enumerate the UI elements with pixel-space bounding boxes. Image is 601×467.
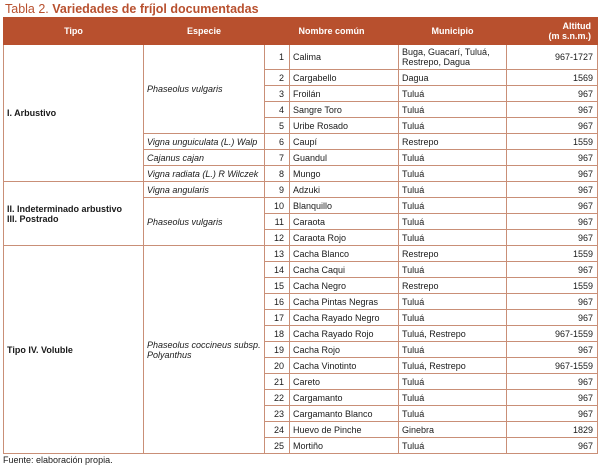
nombre-cell: Careto <box>290 374 399 390</box>
especie-cell: Vigna unguiculata (L.) Walp <box>144 134 265 150</box>
municipio-cell: Buga, Guacarí, Tuluá, Restrepo, Dagua <box>399 45 507 70</box>
row-number: 17 <box>265 310 290 326</box>
municipio-cell: Tuluá <box>399 230 507 246</box>
especie-cell: Phaseolus vulgaris <box>144 198 265 246</box>
municipio-cell: Tuluá <box>399 150 507 166</box>
nombre-cell: Cacha Caqui <box>290 262 399 278</box>
nombre-cell: Cacha Rayado Negro <box>290 310 399 326</box>
tipo-postrado: III. Postrado <box>7 213 59 224</box>
row-number: 21 <box>265 374 290 390</box>
row-number: 12 <box>265 230 290 246</box>
altitud-cell: 967 <box>507 310 598 326</box>
municipio-cell: Dagua <box>399 70 507 86</box>
row-number: 23 <box>265 406 290 422</box>
row-number: 15 <box>265 278 290 294</box>
row-number: 13 <box>265 246 290 262</box>
municipio-cell: Ginebra <box>399 422 507 438</box>
nombre-cell: Sangre Toro <box>290 102 399 118</box>
nombre-cell: Blanquillo <box>290 198 399 214</box>
municipio-cell: Tuluá <box>399 118 507 134</box>
altitud-cell: 967 <box>507 390 598 406</box>
row-number: 7 <box>265 150 290 166</box>
row-number: 22 <box>265 390 290 406</box>
municipio-cell: Tuluá <box>399 438 507 454</box>
municipio-cell: Tuluá <box>399 342 507 358</box>
nombre-cell: Mungo <box>290 166 399 182</box>
altitud-cell: 967 <box>507 102 598 118</box>
row-number: 3 <box>265 86 290 102</box>
altitud-cell: 1829 <box>507 422 598 438</box>
municipio-cell: Tuluá <box>399 214 507 230</box>
row-number: 5 <box>265 118 290 134</box>
table-row <box>4 182 598 198</box>
header-altitud-line1: Altitud <box>562 21 592 31</box>
nombre-cell: Cargamanto <box>290 390 399 406</box>
table-title-prefix: Tabla 2. <box>5 2 53 16</box>
row-number: 8 <box>265 166 290 182</box>
nombre-cell: Cacha Rayado Rojo <box>290 326 399 342</box>
municipio-cell: Tuluá, Restrepo <box>399 358 507 374</box>
altitud-cell: 967-1559 <box>507 358 598 374</box>
nombre-cell: Cacha Vinotinto <box>290 358 399 374</box>
altitud-cell: 967 <box>507 118 598 134</box>
nombre-cell: Cacha Blanco <box>290 246 399 262</box>
altitud-cell: 1559 <box>507 134 598 150</box>
municipio-cell: Tuluá <box>399 310 507 326</box>
row-number: 11 <box>265 214 290 230</box>
municipio-cell: Tuluá <box>399 406 507 422</box>
municipio-cell: Tuluá <box>399 182 507 198</box>
altitud-cell: 967 <box>507 182 598 198</box>
altitud-cell: 967 <box>507 198 598 214</box>
especie-cell <box>144 246 265 454</box>
header-municipio: Municipio <box>399 18 507 45</box>
nombre-cell: Cargabello <box>290 70 399 86</box>
nombre-cell: Uribe Rosado <box>290 118 399 134</box>
altitud-cell: 967 <box>507 214 598 230</box>
row-number: 6 <box>265 134 290 150</box>
header-altitud <box>507 18 598 45</box>
altitud-cell: 967 <box>507 86 598 102</box>
altitud-cell: 967 <box>507 294 598 310</box>
especie-cell: Cajanus cajan <box>144 150 265 166</box>
table-title <box>5 2 259 16</box>
especie-coccineus-line2: Polyanthus <box>147 349 192 360</box>
row-number: 10 <box>265 198 290 214</box>
nombre-cell: Mortiño <box>290 438 399 454</box>
altitud-cell: 967-1559 <box>507 326 598 342</box>
row-number: 14 <box>265 262 290 278</box>
nombre-cell: Cacha Rojo <box>290 342 399 358</box>
municipio-cell: Tuluá <box>399 390 507 406</box>
municipio-cell: Tuluá <box>399 374 507 390</box>
row-number: 9 <box>265 182 290 198</box>
header-especie: Especie <box>144 18 265 45</box>
table-title-main: Variedades de fríjol documentadas <box>52 2 259 16</box>
row-number: 16 <box>265 294 290 310</box>
altitud-cell: 967 <box>507 342 598 358</box>
nombre-cell: Cacha Pintas Negras <box>290 294 399 310</box>
especie-cell: Vigna angularis <box>144 182 265 198</box>
nombre-cell: Calima <box>290 45 399 70</box>
especie-coccineus-line1: Phaseolus coccineus subsp. <box>147 339 261 350</box>
altitud-cell: 967 <box>507 406 598 422</box>
row-number: 25 <box>265 438 290 454</box>
municipio-cell: Tuluá, Restrepo <box>399 326 507 342</box>
altitud-cell: 967 <box>507 150 598 166</box>
nombre-cell: Guandul <box>290 150 399 166</box>
tipo-cell: I. Arbustivo <box>4 45 144 182</box>
tipo-indeterminado: II. Indeterminado arbustivo <box>7 203 123 214</box>
municipio-cell: Tuluá <box>399 262 507 278</box>
row-number: 1 <box>265 45 290 70</box>
altitud-cell: 1559 <box>507 278 598 294</box>
altitud-cell: 1559 <box>507 246 598 262</box>
municipio-cell: Tuluá <box>399 294 507 310</box>
municipio-cell: Tuluá <box>399 166 507 182</box>
municipio-cell: Restrepo <box>399 134 507 150</box>
varieties-table <box>3 17 598 454</box>
header-nombre-comun: Nombre común <box>265 18 399 45</box>
row-number: 4 <box>265 102 290 118</box>
especie-cell: Vigna radiata (L.) R Wilczek <box>144 166 265 182</box>
municipio-cell: Tuluá <box>399 86 507 102</box>
altitud-cell: 1569 <box>507 70 598 86</box>
altitud-cell: 967 <box>507 374 598 390</box>
especie-cell: Phaseolus vulgaris <box>144 45 265 134</box>
nombre-cell: Caraota <box>290 214 399 230</box>
row-number: 2 <box>265 70 290 86</box>
altitud-cell: 967 <box>507 438 598 454</box>
tipo-cell: Tipo IV. Voluble <box>4 246 144 454</box>
nombre-cell: Huevo de Pinche <box>290 422 399 438</box>
municipio-cell: Tuluá <box>399 198 507 214</box>
nombre-cell: Caupí <box>290 134 399 150</box>
row-number: 18 <box>265 326 290 342</box>
table-row <box>4 45 598 70</box>
altitud-cell: 967-1727 <box>507 45 598 70</box>
nombre-cell: Cargamanto Blanco <box>290 406 399 422</box>
row-number: 19 <box>265 342 290 358</box>
altitud-cell: 967 <box>507 262 598 278</box>
nombre-cell: Froilán <box>290 86 399 102</box>
row-number: 20 <box>265 358 290 374</box>
municipio-cell: Tuluá <box>399 102 507 118</box>
header-altitud-line2: (m s.n.m.) <box>548 31 592 41</box>
altitud-cell: 967 <box>507 230 598 246</box>
municipio-cell: Restrepo <box>399 246 507 262</box>
table-body <box>4 45 598 454</box>
table-source-note: Fuente: elaboración propia. <box>3 455 113 465</box>
nombre-cell: Caraota Rojo <box>290 230 399 246</box>
tipo-cell <box>4 182 144 246</box>
table-row <box>4 246 598 262</box>
header-tipo: Tipo <box>4 18 144 45</box>
nombre-cell: Adzuki <box>290 182 399 198</box>
row-number: 24 <box>265 422 290 438</box>
table-header-row <box>4 18 598 45</box>
municipio-cell: Restrepo <box>399 278 507 294</box>
altitud-cell: 967 <box>507 166 598 182</box>
nombre-cell: Cacha Negro <box>290 278 399 294</box>
